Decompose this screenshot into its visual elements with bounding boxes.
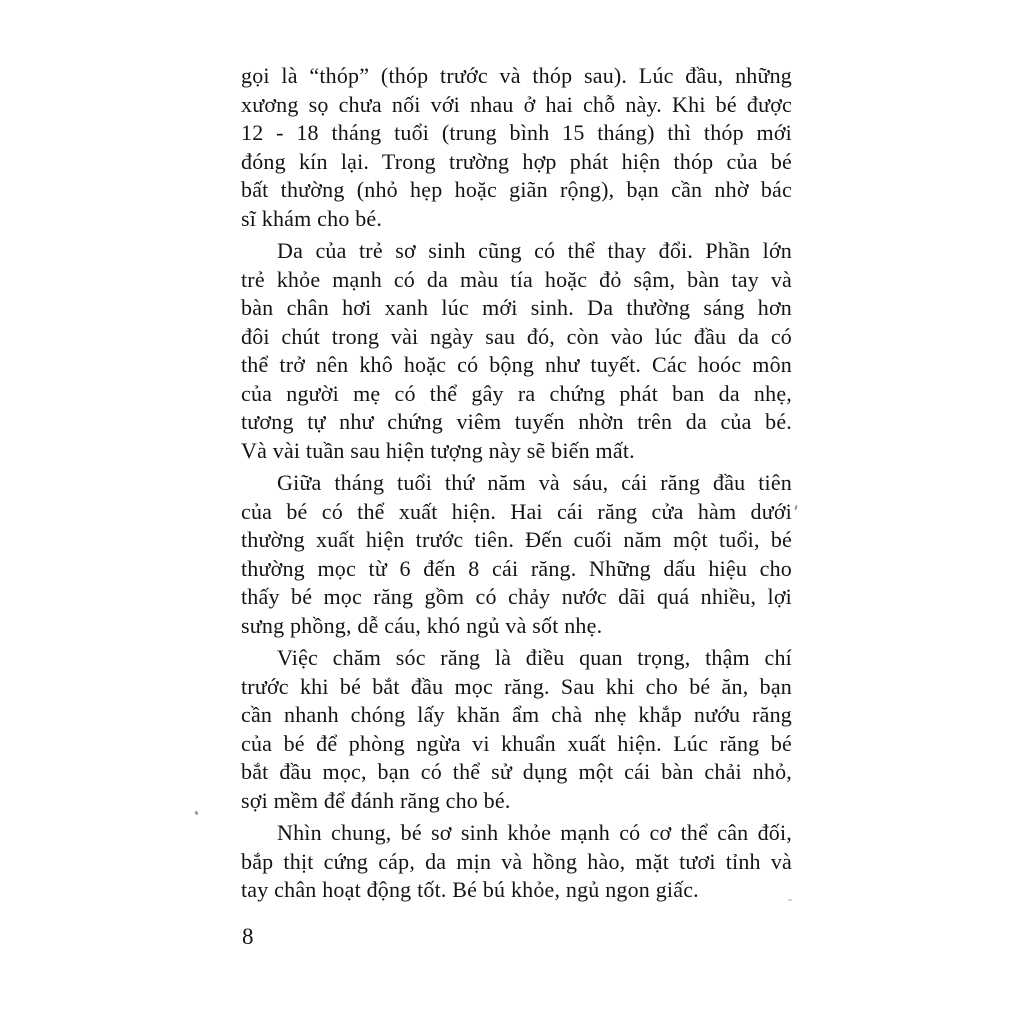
text-line: trước khi bé bắt đầu mọc răng. Sau khi cho bé ăn, bạn [241,673,792,699]
text-line: bàn chân hơi xanh lúc mới sinh. Da thường sáng hơn [241,295,792,320]
text-line: sợi mềm để đánh răng cho bé. [241,787,511,813]
text-line: xương sọ chưa nối với nhau ở hai chỗ này. Khi bé được [241,91,792,117]
paragraph [241,62,792,233]
text-line: bất thường (nhỏ hẹp hoặc giãn rộng), bạn cần nhờ bác [241,177,792,202]
scan-artifact [194,811,199,816]
text-line: trẻ khỏe mạnh có da màu tía hoặc đỏ sậm, bàn tay và [241,266,792,292]
paragraph [241,644,792,815]
text-line: thể trở nên khô hoặc có bộng như tuyết. Các hoóc môn [241,352,792,377]
text-line: đôi chút trong vài ngày sau đó, còn vào lúc đầu da có [241,323,792,349]
text-line: Nhìn chung, bé sơ sinh khỏe mạnh có cơ thể cân đối, [277,820,792,845]
text-line: sĩ khám cho bé. [241,205,383,231]
text-line: đóng kín lại. Trong trường hợp phát hiện thóp của bé [241,148,792,174]
paragraph [241,469,792,640]
text-line: Da của trẻ sơ sinh cũng có thể thay đổi. Phần lớn [277,238,792,263]
text-line: thường xuất hiện trước tiên. Đến cuối năm một tuổi, bé [241,527,792,552]
text-line: của bé để phòng ngừa vi khuẩn xuất hiện. Lúc răng bé [241,730,792,756]
text-line: Giữa tháng tuổi thứ năm và sáu, cái răng đầu tiên [277,470,792,495]
text-line: sưng phồng, dễ cáu, khó ngủ và sốt nhẹ. [241,612,603,638]
text-line: của người mẹ có thể gây ra chứng phát ban da nhẹ, [241,380,792,406]
paragraph [241,237,792,465]
text-line: tay chân hoạt động tốt. Bé bú khỏe, ngủ ngon giấc. [241,877,699,902]
text-line: tương tự như chứng viêm tuyến nhờn trên da của bé. [241,409,792,434]
text-line: 12 - 18 tháng tuổi (trung bình 15 tháng) thì thóp mới [241,120,792,145]
text-line: thường mọc từ 6 đến 8 cái răng. Những dấu hiệu cho [241,555,792,581]
text-line: Việc chăm sóc răng là điều quan trọng, thậm chí [277,645,792,670]
scan-artifact [788,899,792,901]
text-line: bắt đầu mọc, bạn có thể sử dụng một cái bàn chải nhỏ, [241,759,792,784]
text-line: gọi là “thóp” (thóp trước và thóp sau). Lúc đầu, những [241,63,792,88]
text-line: Và vài tuần sau hiện tượng này sẽ biến mất. [241,437,635,463]
scan-artifact [794,505,798,510]
text-line: thấy bé mọc răng gồm có chảy nước dãi quá nhiều, lợi [241,584,792,609]
text-line: bắp thịt cứng cáp, da mịn và hồng hào, mặt tươi tỉnh và [241,848,792,874]
body-text-block [241,62,792,905]
page-number: 8 [242,924,254,949]
text-line: của bé có thể xuất hiện. Hai cái răng cửa hàm dưới [241,498,792,524]
paragraph [241,819,792,905]
text-line: cần nhanh chóng lấy khăn ẩm chà nhẹ khắp nướu răng [241,702,792,727]
